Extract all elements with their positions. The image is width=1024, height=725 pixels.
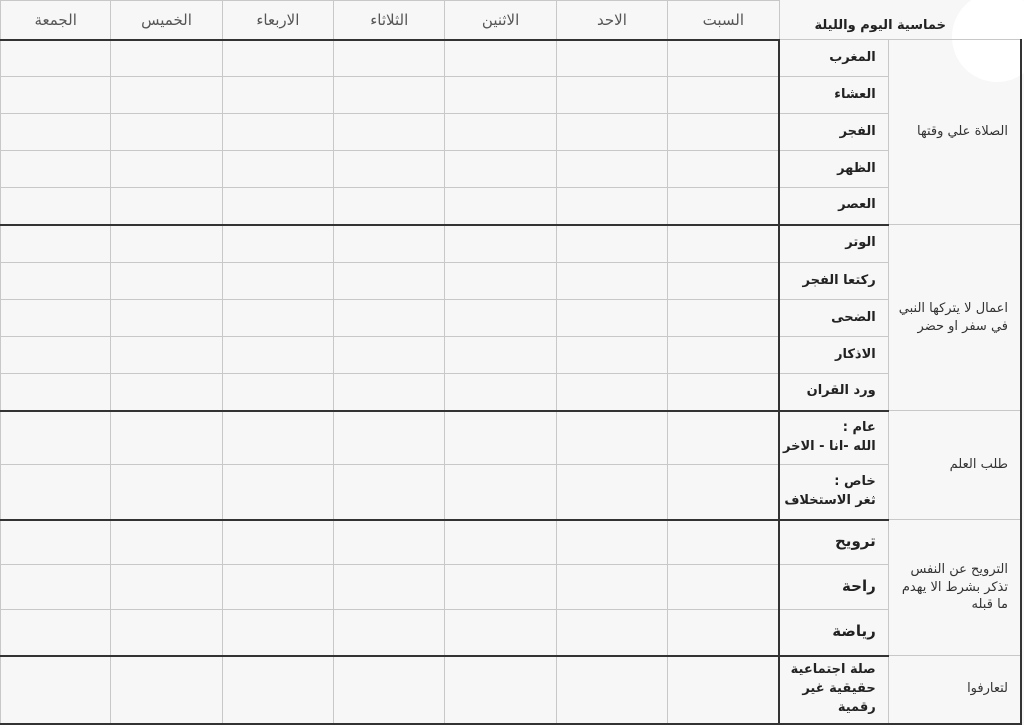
tracker-cell[interactable] [668,411,779,465]
text-line: لتعارفوا [967,681,1008,697]
tracker-cell[interactable] [556,610,667,656]
text-line: العشاء [834,86,876,102]
tracker-cell[interactable] [1,610,111,656]
tracker-cell[interactable] [1,114,111,151]
tracker-cell[interactable] [668,40,779,77]
tracker-cell[interactable] [222,225,333,263]
tracker-cell[interactable] [668,465,779,520]
text-line: الاذكار [835,346,876,362]
table-row [1,225,1022,263]
table-row [1,151,1022,188]
day-header: الثلاثاء [334,1,445,40]
tracker-cell[interactable] [222,656,333,724]
item-label [779,337,888,374]
tracker-cell[interactable] [1,374,111,411]
table-title: خماسية اليوم والليلة [779,1,1021,40]
tracker-cell[interactable] [445,263,556,300]
tracker-cell[interactable] [334,520,445,565]
text-line: عام : [842,419,876,435]
tracker-cell[interactable] [445,520,556,565]
tracker-cell[interactable] [334,77,445,114]
text-line: في سفر او حضر [917,318,1008,334]
tracker-cell[interactable] [556,263,667,300]
tracker-cell[interactable] [334,374,445,411]
tracker-cell[interactable] [668,263,779,300]
tracker-cell[interactable] [111,40,222,77]
tracker-cell[interactable] [445,300,556,337]
table-row [1,263,1022,300]
tracker-cell[interactable] [1,465,111,520]
item-label [779,263,888,300]
tracker-cell[interactable] [222,520,333,565]
tracker-cell[interactable] [222,188,333,225]
tracker-cell[interactable] [556,40,667,77]
tracker-cell[interactable] [334,151,445,188]
table-row [1,610,1022,656]
tracker-cell[interactable] [445,77,556,114]
text-line: الله -انا - الاخر [783,438,876,454]
tracker-cell[interactable] [556,520,667,565]
day-header: الخميس [111,1,222,40]
tracker-cell[interactable] [445,465,556,520]
tracker-cell[interactable] [334,225,445,263]
item-label [779,114,888,151]
tracker-cell[interactable] [1,337,111,374]
tracker-cell[interactable] [111,411,222,465]
tracker-cell[interactable] [111,114,222,151]
tracker-cell[interactable] [334,465,445,520]
table-row [1,656,1022,724]
tracker-cell[interactable] [334,300,445,337]
tracker-cell[interactable] [556,374,667,411]
day-header: الاثنين [445,1,556,40]
tracker-cell[interactable] [445,114,556,151]
tracker-cell[interactable] [668,565,779,610]
text-line: الصلاة علي وقتها [917,124,1008,140]
table-row [1,114,1022,151]
tracker-cell[interactable] [445,565,556,610]
text-line: خاص : [834,473,876,489]
item-label [779,225,888,263]
table-row [1,565,1022,610]
tracker-cell[interactable] [222,610,333,656]
tracker-cell[interactable] [222,411,333,465]
tracker-cell[interactable] [111,337,222,374]
table-row [1,374,1022,411]
tracker-cell[interactable] [556,225,667,263]
tracker-cell[interactable] [668,188,779,225]
text-line: العصر [838,197,876,213]
tracker-cell[interactable] [556,411,667,465]
tracker-cell[interactable] [668,656,779,724]
tracker-cell[interactable] [445,40,556,77]
table-row [1,465,1022,520]
tracker-cell[interactable] [1,565,111,610]
header-row [1,1,1022,40]
tracker-cell[interactable] [1,300,111,337]
text-line: حقيقية غير رقمية [802,681,876,715]
tracker-cell[interactable] [556,151,667,188]
tracker-cell[interactable] [668,300,779,337]
tracker-cell[interactable] [445,151,556,188]
tracker-cell[interactable] [334,610,445,656]
tracker-cell[interactable] [222,337,333,374]
tracker-cell[interactable] [1,520,111,565]
tracker-cell[interactable] [334,114,445,151]
day-header: الجمعة [1,1,111,40]
tracker-cell[interactable] [222,565,333,610]
category-label [888,656,1021,724]
tracker-cell[interactable] [222,151,333,188]
item-label [779,411,888,465]
text-line: الظهر [837,160,876,176]
tracker-cell[interactable] [334,565,445,610]
day-header: الاربعاء [222,1,333,40]
tracker-cell[interactable] [556,188,667,225]
tracker-cell[interactable] [111,151,222,188]
tracker-cell[interactable] [556,77,667,114]
day-header: الاحد [556,1,667,40]
tracker-cell[interactable] [1,263,111,300]
tracker-cell[interactable] [556,656,667,724]
item-label [779,565,888,610]
item-label [779,465,888,520]
tracker-cell[interactable] [556,114,667,151]
item-label [779,188,888,225]
tracker-cell[interactable] [111,520,222,565]
item-label [779,656,888,724]
text-line: الترويح عن النفس [910,562,1008,578]
tracker-cell[interactable] [556,465,667,520]
item-label [779,520,888,565]
text-line: رياضة [832,622,876,641]
tracker-cell[interactable] [222,263,333,300]
tracker-cell[interactable] [334,263,445,300]
category-label [888,520,1021,656]
tracker-cell[interactable] [222,77,333,114]
tracker-cell[interactable] [222,114,333,151]
text-line: طلب العلم [949,457,1008,473]
tracker-cell[interactable] [222,40,333,77]
tracker-cell[interactable] [334,656,445,724]
tracker-cell[interactable] [111,610,222,656]
text-line: صلة اجتماعية [790,662,876,678]
item-label [779,374,888,411]
tracker-cell[interactable] [1,151,111,188]
tracker-cell[interactable] [445,374,556,411]
text-line: ثغر الاستخلاف [784,492,876,508]
table-row [1,411,1022,465]
tracker-cell[interactable] [668,114,779,151]
tracker-cell[interactable] [1,656,111,724]
tracker-cell[interactable] [445,656,556,724]
item-label [779,77,888,114]
table-row [1,337,1022,374]
text-line: ركتعا الفجر [802,272,876,288]
table-row [1,300,1022,337]
category-label [888,225,1021,411]
text-line: ترويح [835,532,876,551]
tracker-cell[interactable] [668,520,779,565]
table-row [1,188,1022,225]
tracker-cell[interactable] [222,374,333,411]
tracker-cell[interactable] [111,300,222,337]
tracker-cell[interactable] [111,77,222,114]
tracker-cell[interactable] [222,300,333,337]
tracker-cell[interactable] [668,374,779,411]
text-line: تذكر بشرط الا يهدم ما قبله [901,579,1008,613]
text-line: اعمال لا يتركها النبي [898,300,1008,316]
tracker-cell[interactable] [111,263,222,300]
tracker-cell[interactable] [111,225,222,263]
tracker-cell[interactable] [445,610,556,656]
tracker-cell[interactable] [556,300,667,337]
tracker-cell[interactable] [1,225,111,263]
tracker-cell[interactable] [1,411,111,465]
table-row [1,520,1022,565]
tracker-cell[interactable] [334,40,445,77]
tracker-cell[interactable] [445,225,556,263]
text-line: الوتر [845,235,876,251]
tracker-cell[interactable] [334,188,445,225]
tracker-cell[interactable] [556,337,667,374]
tracker-cell[interactable] [445,188,556,225]
tracker-cell[interactable] [668,337,779,374]
tracker-cell[interactable] [445,411,556,465]
tracker-cell[interactable] [334,337,445,374]
item-label [779,40,888,77]
tracker-cell[interactable] [111,188,222,225]
tracker-cell[interactable] [668,225,779,263]
text-line: المغرب [829,49,876,65]
tracker-cell[interactable] [222,465,333,520]
table-row [1,40,1022,77]
item-label [779,151,888,188]
tracker-cell[interactable] [668,151,779,188]
text-line: الفجر [839,123,876,139]
tracker-cell[interactable] [1,77,111,114]
tracker-cell[interactable] [111,565,222,610]
category-label [888,40,1021,225]
tracker-cell[interactable] [334,411,445,465]
day-header: السبت [668,1,779,40]
tracker-cell[interactable] [1,188,111,225]
tracker-cell[interactable] [445,337,556,374]
tracker-cell[interactable] [668,610,779,656]
tracker-cell[interactable] [111,465,222,520]
item-label [779,300,888,337]
tracker-cell[interactable] [111,374,222,411]
tracker-cell[interactable] [111,656,222,724]
tracker-cell[interactable] [668,77,779,114]
text-line: الضحى [831,309,876,325]
category-label [888,411,1021,520]
tracker-cell[interactable] [1,40,111,77]
text-line: ورد القران [806,383,876,399]
tracker-cell[interactable] [556,565,667,610]
item-label [779,610,888,656]
text-line: راحة [842,577,876,596]
table-row [1,77,1022,114]
